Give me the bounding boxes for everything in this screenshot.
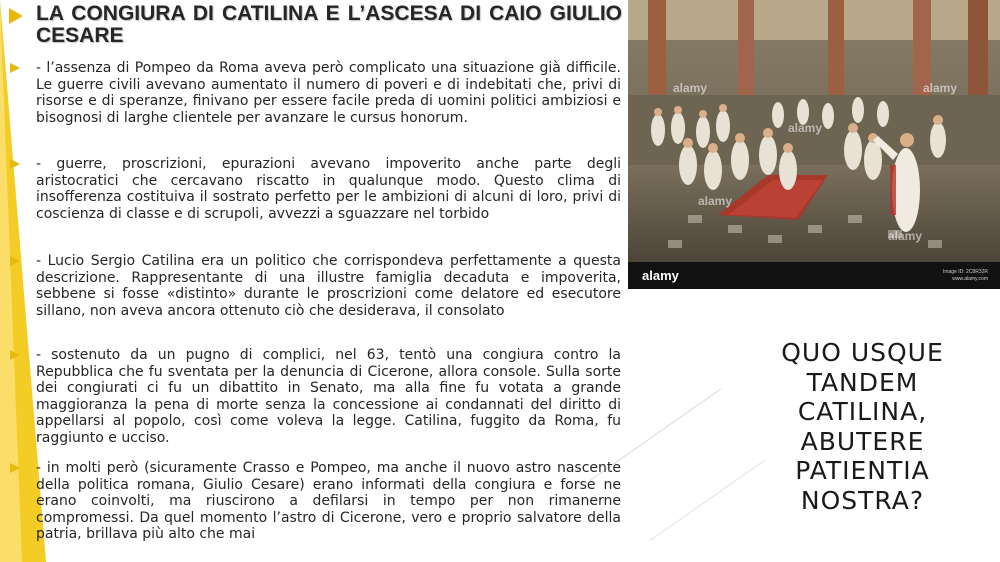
senate-painting-image — [628, 0, 1000, 289]
watermark-text: alamy — [788, 121, 823, 135]
alamy-logo: alamy — [642, 268, 679, 283]
quote-line: ABUTERE — [800, 426, 925, 456]
watermark-text: alamy — [698, 194, 733, 208]
bullet-text: - guerre, proscrizioni, epurazioni avevano impoverito anche parte degli aristocratici che cercavano riscatto in qualunque modo. Questo clima di insofferenza costituiva il sostrato perfetto per le ambizioni di alcuni di loro, privi di coscienza di classe e di scrupoli, avvezzi a sguazzare nel torbido — [36, 156, 621, 222]
decorative-line — [650, 460, 765, 541]
bullet-text: - l’assenza di Pompeo da Roma aveva però complicato una situazione già difficile. Le guerre civili avevano aumentato il numero di poveri e di indebitati che, privi di risorse e di speranze, finivano per essere facile preda di uomini politici ambiziosi e bisognosi di larghe clientele per avanzare le cursus honorum. — [36, 60, 621, 126]
watermark-text: alamy — [673, 81, 708, 95]
bullet-icon — [10, 159, 20, 169]
bullet-text: - Lucio Sergio Catilina era un politico che corrispondeva perfettamente a questa descrizione. Rappresentante di una illustre famiglia decaduta e impoverita, sebbene si fosse «distinto» durante le proscrizioni come delatore ed esecutore sillano, non aveva ancora ottenuto ciò che desiderava, il consolato — [36, 253, 621, 319]
quote-line: NOSTRA? — [800, 485, 925, 515]
bullet-icon — [10, 63, 20, 73]
bullet-text: - in molti però (sicuramente Crasso e Pompeo, ma anche il nuovo astro nascente della politica romana, Giulio Cesare) erano informati della congiura e forse ne erano coinvolti, ma riuscirono a defilarsi in tempo per non rimanerne compromessi. Da quel momento l’astro di Cicerone, vero e proprio salvatore della patria, brillava più alto che mai — [36, 460, 621, 543]
senate-scene-illustration — [628, 0, 1000, 289]
bullet-icon — [10, 256, 20, 266]
bullet-text: - sostenuto da un pugno di complici, nel 63, tentò una congiura contro la Repubblica che fu sventata per la denuncia di Cicerone, allora console. Sulla sorte dei congiurati ci fu un dibattito in Senato, ma alla fine fu votata a grande maggioranza la pena di morte senza la concessione ai condannati del diritto di appellarsi al popolo, così come voleva la legge. Catilina, fuggito da Roma, fu raggiunto e ucciso. — [36, 347, 621, 446]
latin-quote — [765, 338, 960, 515]
watermark-text: alamy — [888, 229, 923, 243]
image-site-text: www.alamy.com — [952, 276, 988, 282]
bullet-icon — [10, 463, 20, 473]
quote-line: TANDEM — [806, 367, 919, 397]
bullet-icon — [10, 350, 20, 360]
image-id-text: Image ID: 2C8R32R — [942, 269, 988, 275]
quote-line: CATILINA, — [797, 397, 928, 426]
image-credit — [943, 269, 988, 283]
quote-line: PATIENTIA — [795, 456, 930, 485]
watermark-text: alamy — [923, 81, 958, 95]
quote-line: QUO USQUE — [781, 338, 944, 367]
slide-title: LA CONGIURA DI CATILINA E L’ASCESA DI CAIO GIULIO CESARE — [36, 2, 622, 47]
